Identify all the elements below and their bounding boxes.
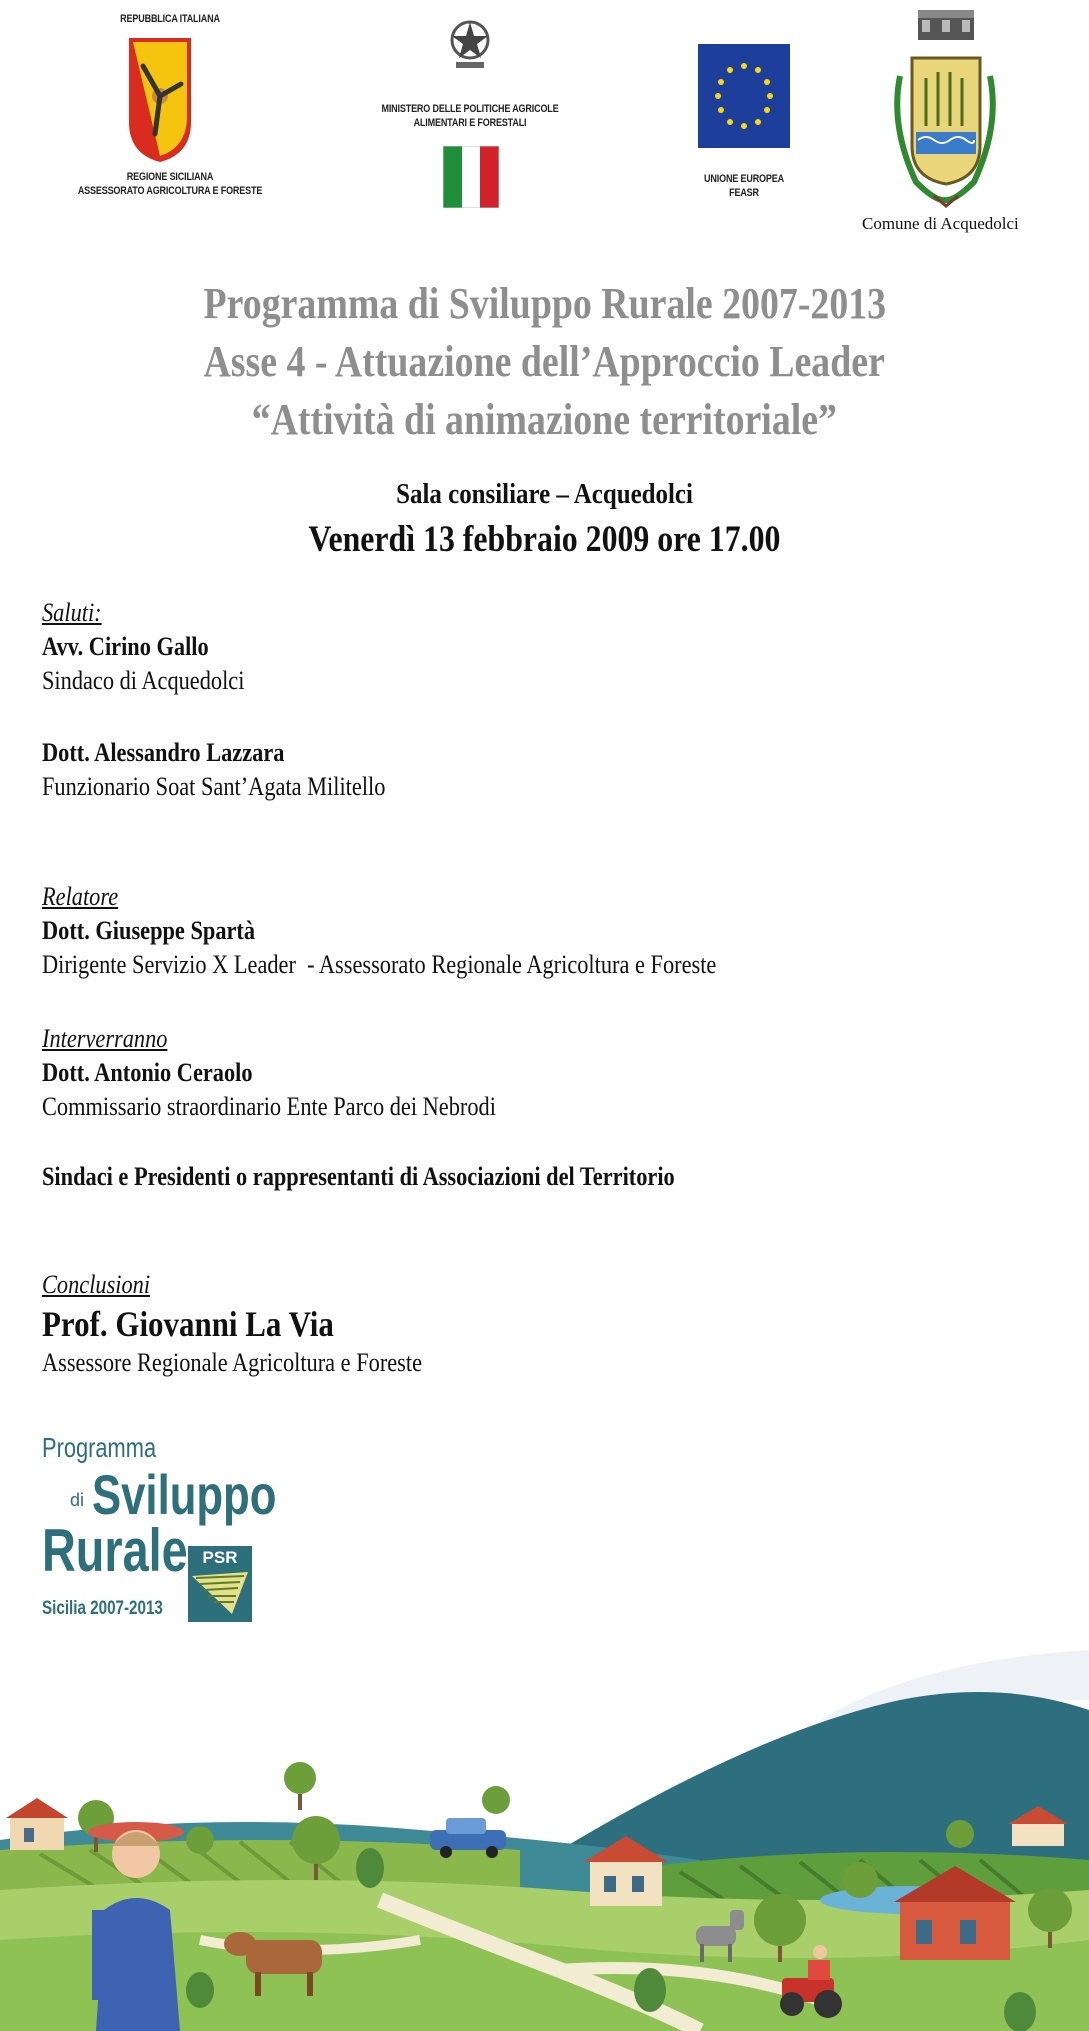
farmhouse-left [6, 1798, 68, 1850]
eu-flag-icon [698, 44, 790, 148]
relatore-name: Dott. Giuseppe Spartà [42, 916, 256, 945]
ue-caption [678, 172, 809, 200]
saluti-speaker1-role: Sindaco di Acquedolci [42, 666, 245, 695]
conclusioni-label: Conclusioni [42, 1270, 151, 1299]
psr-word-programma: Programma [42, 1432, 157, 1463]
relatore-role: Dirigente Servizio X Leader - Assessorato Regionale Agricoltura e Foreste [42, 950, 717, 979]
comune-caption: Comune di Acquedolci [862, 214, 1019, 233]
regione-top-caption: REPUBBLICA ITALIANA [120, 13, 220, 25]
italian-flag-icon [443, 146, 499, 208]
title-line-2: Asse 4 - Attuazione dell’Approccio Leader [203, 337, 886, 386]
psr-word-di: di [70, 1490, 85, 1510]
interverranno-name: Dott. Antonio Ceraolo [42, 1058, 253, 1087]
psr-word-sviluppo: Sviluppo [92, 1463, 277, 1526]
psr-badge [188, 1546, 252, 1622]
acquedolci-coat-of-arms-icon [886, 6, 1004, 212]
interverranno-others: Sindaci e Presidenti o rappresentanti di Associazioni del Territorio [42, 1162, 675, 1191]
section-relatore [42, 880, 902, 982]
ue-line2: FEASR [729, 187, 759, 199]
section-interverranno [42, 1022, 902, 1194]
relatore-label: Relatore [42, 882, 119, 911]
saluti-speaker2-name: Dott. Alessandro Lazzara [42, 738, 285, 767]
title-line-1: Programma di Sviluppo Rurale 2007-2013 [203, 279, 886, 328]
italian-emblem-icon [448, 10, 492, 74]
rural-landscape-illustration [0, 1640, 1089, 2031]
saluti-label: Saluti: [42, 598, 102, 627]
title-line-3: “Attività di animazione territoriale” [251, 395, 838, 444]
saluti-speaker1-name: Avv. Cirino Gallo [42, 632, 209, 661]
regione-name: REGIONE SICILIANA [126, 171, 214, 183]
event-date: Venerdì 13 febbraio 2009 ore 17.00 [308, 519, 781, 560]
psr-word-rurale: Rurale [42, 1517, 188, 1584]
saluti-speaker2-role: Funzionario Soat Sant’Agata Militello [42, 772, 386, 801]
conclusioni-role: Assessore Regionale Agricoltura e Foreste [42, 1348, 423, 1377]
trinacria-shield-icon [125, 36, 195, 164]
psr-footer: Sicilia 2007-2013 [42, 1598, 163, 1619]
section-saluti [42, 596, 902, 804]
interverranno-role: Commissario straordinario Ente Parco dei Nebrodi [42, 1092, 496, 1121]
ministero-line2: ALIMENTARI E FORESTALI [413, 117, 527, 129]
sicily-island-icon [188, 1570, 252, 1622]
ministero-line1: MINISTERO DELLE POLITICHE AGRICOLE [381, 103, 559, 115]
section-conclusioni [42, 1268, 902, 1380]
regione-assessorato: ASSESSORATO AGRICOLTURA E FORESTE [77, 185, 263, 197]
ue-line1: UNIONE EUROPEA [704, 173, 784, 185]
event-venue: Sala consiliare – Acquedolci [396, 478, 693, 510]
conclusioni-name: Prof. Giovanni La Via [42, 1304, 334, 1344]
interverranno-label: Interverranno [42, 1024, 168, 1053]
ministero-caption [380, 102, 560, 130]
psr-badge-text: PSR [202, 1548, 238, 1567]
regione-bottom-caption [63, 170, 276, 198]
